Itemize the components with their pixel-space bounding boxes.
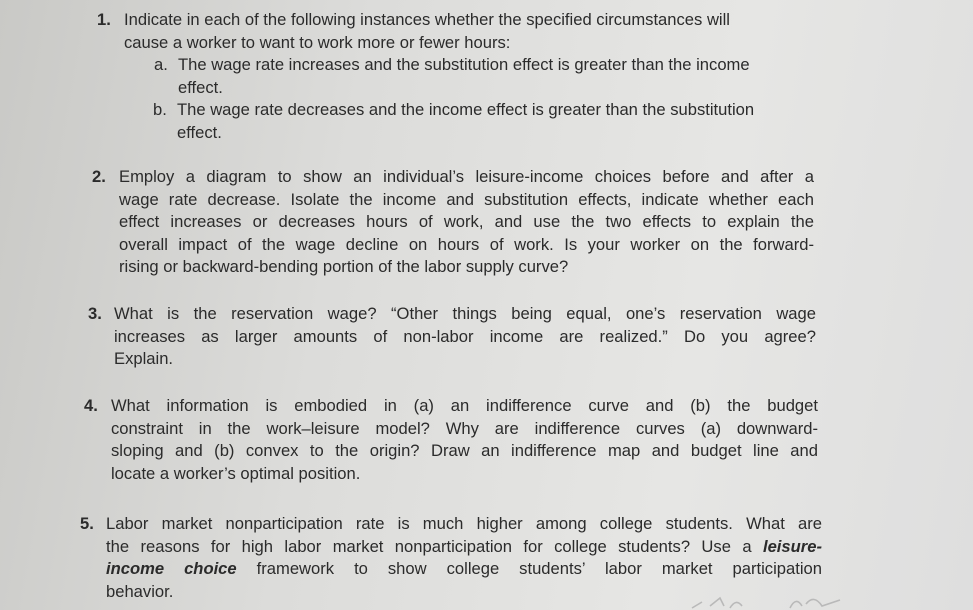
question-2-line: rising or backward-bending portion of the labor supply curve? — [119, 257, 569, 276]
question-2-number: 2. — [92, 167, 106, 186]
question-1-line: Indicate in each of the following instances whether the specified circumstances will — [124, 10, 730, 29]
question-4-text — [111, 395, 818, 485]
question-4-line: locate a worker’s optimal position. — [111, 463, 361, 483]
question-2-line: wage rate decrease. Isolate the income and substitution effects, indicate whether each — [119, 189, 814, 209]
question-2-line: effect increases or decreases hours of work, and use the two effects to explain the — [119, 212, 814, 231]
question-5-emphasis: leisure- — [762, 536, 822, 556]
question-1b-line: The wage rate decreases and the income effect is greater than the substitution — [177, 100, 755, 119]
question-4-line: constraint in the work–leisure model? Why are indifference curves (a) downward- — [111, 418, 818, 438]
question-3-line: What is the reservation wage? “Other things being equal, one’s reservation wage — [114, 304, 816, 323]
question-3-number: 3. — [88, 304, 102, 323]
question-3-line: increases as larger amounts of non-labor income are realized.” Do you agree? — [114, 326, 816, 346]
question-5-line — [106, 558, 822, 581]
question-1a-line: The wage rate increases and the substitution effect is greater than the income — [178, 55, 750, 74]
question-1b-line: effect. — [177, 122, 222, 142]
question-5-text-run: framework to show college students’ labor market participation — [236, 559, 822, 578]
question-4-line: sloping and (b) convex to the origin? Draw an indifference map and budget line and — [111, 441, 818, 460]
question-5-number: 5. — [80, 514, 94, 533]
question-4-line: What information is embodied in (a) an indifference curve and (b) the budget — [111, 396, 818, 415]
question-1a — [154, 54, 818, 99]
question-1-text — [124, 9, 814, 54]
question-5-text-run: the reasons for high labor market nonparticipation for college students? Use a — [106, 536, 763, 556]
question-5-line — [106, 536, 822, 559]
question-5-line: Labor market nonparticipation rate is much higher among college students. What are — [106, 514, 822, 533]
question-1a-letter: a. — [154, 55, 168, 74]
question-1-number: 1. — [97, 10, 111, 29]
question-3-line: Explain. — [114, 349, 174, 368]
handwriting-scribble — [690, 592, 850, 610]
question-1b-letter: b. — [153, 100, 167, 119]
question-2-line: Employ a diagram to show an individual’s leisure-income choices before and after a — [119, 167, 814, 186]
question-5-line: behavior. — [106, 581, 174, 601]
question-4-number: 4. — [84, 396, 98, 415]
question-5-text — [106, 513, 822, 603]
question-1a-line: effect. — [178, 77, 223, 97]
question-1-line: cause a worker to want to work more or fewer hours: — [124, 32, 511, 52]
question-1b — [153, 99, 817, 144]
question-3-text — [114, 303, 816, 371]
question-2-line: overall impact of the wage decline on hours of work. Is your worker on the forward- — [119, 234, 814, 254]
question-2-text — [119, 166, 814, 279]
question-5-emphasis: income choice — [106, 559, 237, 578]
